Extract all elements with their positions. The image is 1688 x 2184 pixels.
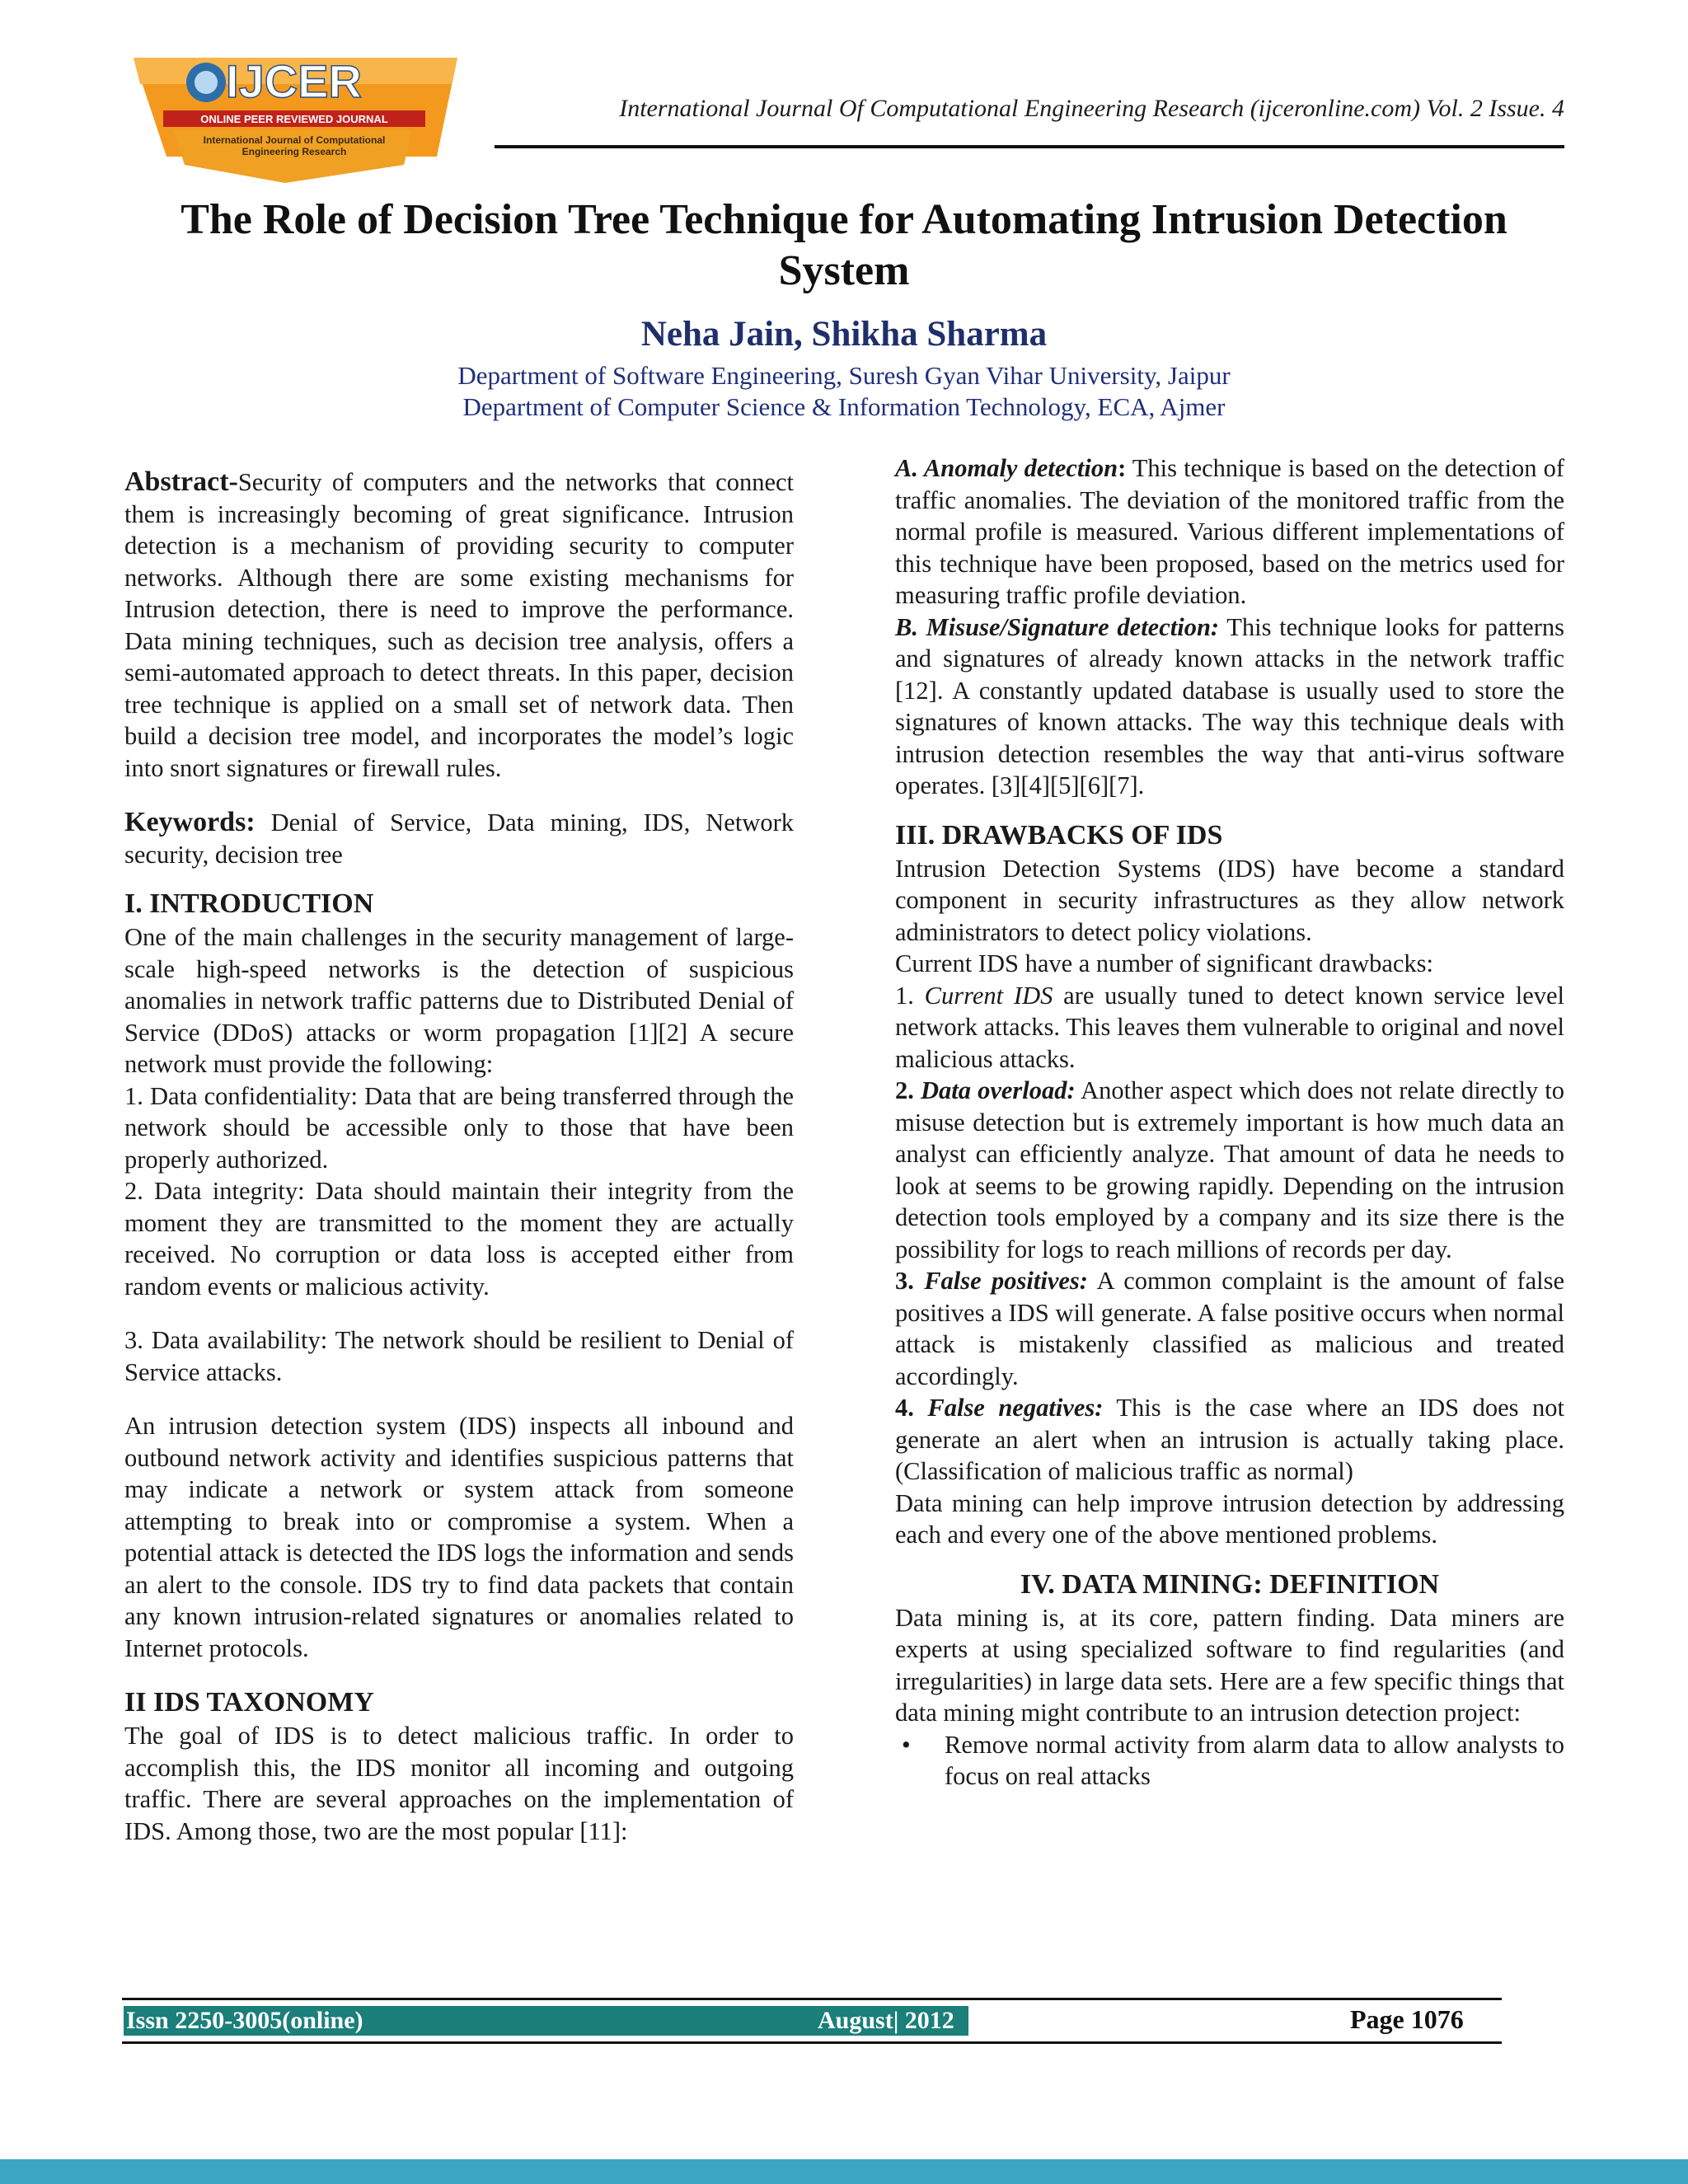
bottom-band bbox=[0, 2159, 1688, 2184]
drawback-3-number: 3. bbox=[895, 1267, 925, 1295]
drawback-2-text: Another aspect which does not relate directly to misuse detection but is extremely important is how much data an analyst can efficiently analyze. That amount of data he needs to look at seems to be growing rapidly. Depending on the intrusion detection tools employed by a company and its size there is the possibility for logs to reach millions of records per day. bbox=[895, 1076, 1564, 1263]
keywords bbox=[124, 807, 794, 870]
drawback-3-label: False positives: bbox=[924, 1267, 1088, 1295]
affiliation-1: Department of Software Engineering, Suresh Gyan Vihar University, Jaipur bbox=[457, 361, 1231, 390]
anomaly-label: A. Anomaly detection bbox=[895, 454, 1118, 482]
bullet-icon: • bbox=[902, 1730, 911, 1759]
drawbacks-paragraph-3: Data mining can help improve intrusion detection by addressing each and every one of the above mentioned problems. bbox=[895, 1488, 1564, 1549]
drawback-item-3 bbox=[895, 1265, 1564, 1392]
drawback-2-label: Data overload: bbox=[920, 1076, 1076, 1104]
intro-paragraph-2: An intrusion detection system (IDS) inspects all inbound and outbound network activity and identifies suspicious patterns that may indicate a network or system attack from someone attempting to break into or compromise a system. When a potential attack is detected the IDS logs the information and sends an alert to the console. IDS try to find data packets that contain any known intrusion-related signatures or anomalies related to Internet protocols. bbox=[124, 1412, 794, 1662]
journal-header: International Journal Of Computational Engineering Research (ijceronline.com) Vol. 2 Issue. 4 bbox=[619, 95, 1564, 122]
drawback-item-4 bbox=[895, 1392, 1564, 1488]
misuse-label: B. Misuse/Signature detection: bbox=[895, 612, 1220, 641]
footer-issn: Issn 2250-3005(online) bbox=[126, 2007, 363, 2034]
intro-item-3: 3. Data availability: The network should be resilient to Denial of Service attacks. bbox=[124, 1326, 794, 1386]
paper-authors: Neha Jain, Shikha Sharma bbox=[640, 315, 1048, 354]
section-heading-data-mining: IV. DATA MINING: DEFINITION bbox=[1020, 1568, 1440, 1600]
intro-paragraph-1: One of the main challenges in the security management of large-scale high-speed networks is the detection of suspicious anomalies in network traffic patterns due to Distributed Denial of Service (DDoS) attacks or worm propagation [1][2] A secure network must provide the following: bbox=[124, 923, 794, 1078]
logo-tagline: ONLINE PEER REVIEWED JOURNAL bbox=[200, 113, 388, 125]
list-item bbox=[895, 1729, 1564, 1793]
footer-date: August| 2012 bbox=[818, 2007, 954, 2034]
footer-page-number: Page 1076 bbox=[1350, 2004, 1464, 2034]
keywords-text: Denial of Service, Data mining, IDS, Network security, decision tree bbox=[124, 808, 794, 869]
left-column bbox=[124, 466, 794, 1847]
logo-text: IJCER bbox=[226, 55, 362, 107]
drawback-item-2 bbox=[895, 1075, 1564, 1265]
drawback-item-1 bbox=[895, 980, 1564, 1076]
bullet-text: Remove normal activity from alarm data to allow analysts to focus on real attacks bbox=[945, 1730, 1564, 1790]
misuse-text: This technique looks for patterns and signatures of already known attacks in the network traffic [12]. A constantly updated database is usually used to store the signatures of known attacks. The way this technique deals with intrusion detection resembles the way that anti-virus software operates. [3][4][5][6][7]. bbox=[895, 612, 1564, 799]
drawback-4-label: False negatives: bbox=[927, 1394, 1104, 1422]
right-column bbox=[895, 452, 1564, 1793]
anomaly-colon: : bbox=[1118, 454, 1127, 482]
data-mining-paragraph-1: Data mining is, at its core, pattern finding. Data miners are experts at using specialized software to find regularities (and irregularities) in large data sets. Here are a few specific things that data mining might contribute to an intrusion detection project: bbox=[895, 1603, 1564, 1727]
section-heading-introduction: I. INTRODUCTION bbox=[124, 888, 374, 919]
footer-rule-top bbox=[122, 1998, 1502, 2000]
anomaly-text: This technique is based on the detection of traffic anomalies. The deviation of the monitored traffic from the normal profile is measured. Various different implementations of this technique have been proposed, based on the metrics used for measuring traffic profile deviation. bbox=[895, 454, 1564, 609]
abstract-text: Security of computers and the networks that connect them is increasingly becoming of great significance. Intrusion detection is a mechanism of providing security to computer networks. Although there are some existing mechanisms for Intrusion detection, there is need to improve the performance. Data mining techniques, such as decision tree analysis, offers a semi-automated approach to detect threats. In this paper, decision tree technique is applied on a small set of network data. Then build a decision tree model, and incorporates the model’s logic into snort signatures or firewall rules. bbox=[124, 468, 794, 782]
drawback-1-number: 1. bbox=[895, 981, 925, 1010]
taxonomy-paragraph-1: The goal of IDS is to detect malicious traffic. In order to accomplish this, the IDS monitor all incoming and outgoing traffic. There are several approaches on the implementation of IDS. Among those, two are the most popular [11]: bbox=[124, 1722, 794, 1845]
anomaly-detection bbox=[895, 452, 1564, 612]
header-divider bbox=[495, 145, 1564, 148]
footer-rule-bottom bbox=[122, 2041, 1502, 2044]
logo-subtitle-2: Engineering Research bbox=[241, 146, 347, 157]
drawbacks-paragraph-2: Current IDS have a number of significant drawbacks: bbox=[895, 949, 1434, 977]
intro-item-1: 1. Data confidentiality: Data that are being transferred through the network should be accessible only to those that have been properly authorized. bbox=[124, 1081, 794, 1174]
logo-subtitle-1: International Journal of Computational bbox=[203, 134, 386, 146]
intro-item-2: 2. Data integrity: Data should maintain their integrity from the moment they are transmitted to the moment they are actually received. No corruption or data loss is accepted either from random events or malicious activity. bbox=[124, 1177, 794, 1301]
drawback-1-text: are usually tuned to detect known service level network attacks. This leaves them vulnerable to original and novel malicious attacks. bbox=[895, 981, 1564, 1073]
misuse-detection bbox=[895, 612, 1564, 802]
section-heading-taxonomy: II IDS TAXONOMY bbox=[124, 1687, 374, 1718]
drawback-4-text: This is the case where an IDS does not generate an alert when an intrusion is actually taking place. (Classification of malicious traffic as normal) bbox=[895, 1394, 1564, 1485]
drawbacks-paragraph-1: Intrusion Detection Systems (IDS) have become a standard component in security infrastructures as they allow network administrators to detect policy violations. bbox=[895, 854, 1564, 946]
drawback-3-text: A common complaint is the amount of false positives a IDS will generate. A false positive occurs when normal attack is mistakenly classified as malicious and treated accordingly. bbox=[895, 1267, 1565, 1390]
abstract-label: Abstract- bbox=[124, 466, 238, 497]
section-heading-drawbacks: III. DRAWBACKS OF IDS bbox=[895, 819, 1223, 851]
affiliation-2: Department of Computer Science & Information Technology, ECA, Ajmer bbox=[462, 392, 1226, 421]
keywords-label: Keywords: bbox=[124, 807, 256, 837]
drawback-2-number: 2. bbox=[895, 1076, 921, 1104]
data-mining-bullet-list bbox=[895, 1729, 1564, 1793]
paper-title: The Role of Decision Tree Technique for Automating Intrusion Detection System bbox=[181, 196, 1507, 294]
ijcer-logo bbox=[124, 51, 462, 187]
drawback-1-label: Current IDS bbox=[924, 981, 1053, 1010]
abstract bbox=[124, 466, 794, 784]
drawback-4-number: 4. bbox=[895, 1394, 928, 1422]
